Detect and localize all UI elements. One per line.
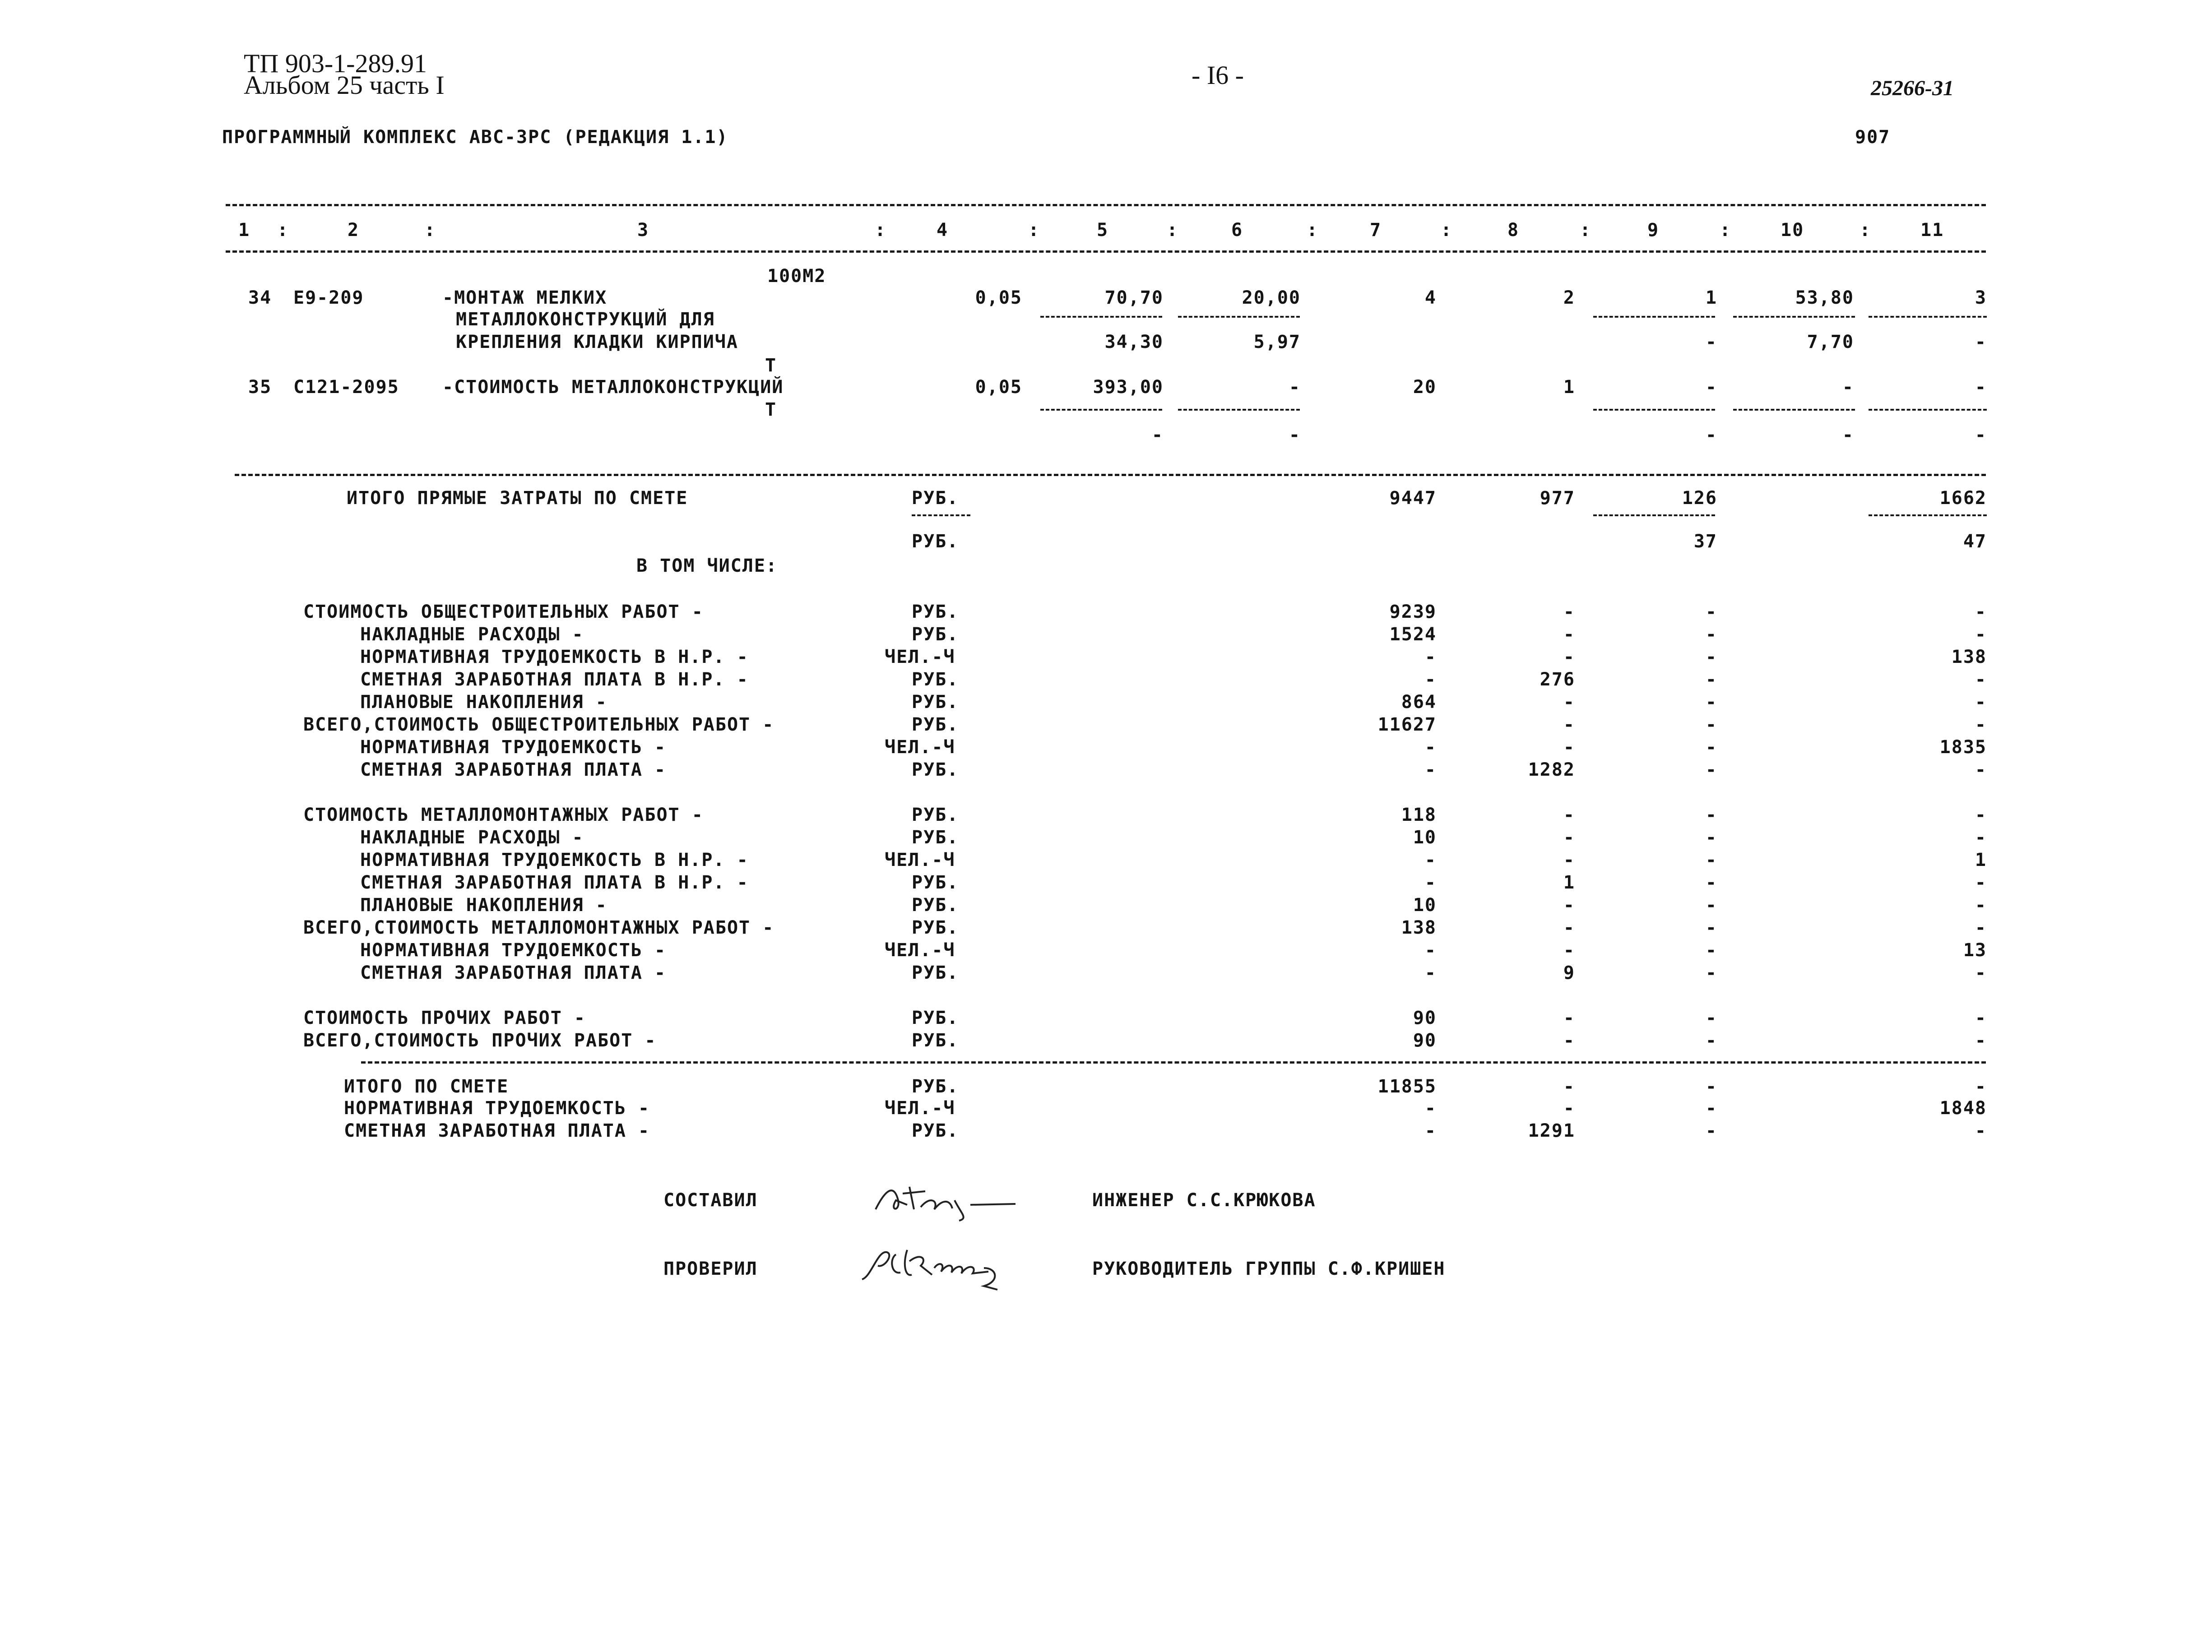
summary-unit: РУБ.: [912, 1008, 959, 1028]
totals-unit: РУБ.: [912, 488, 959, 509]
item-value-c6b: -: [1289, 425, 1301, 445]
summary-value-c11: 13: [1963, 940, 1987, 961]
item-sub-rule: [1040, 409, 1162, 411]
summary-value-c7: 864: [1401, 692, 1437, 713]
summary-value-c8: -: [1563, 1008, 1575, 1028]
grand-total-value-c9: -: [1705, 1098, 1717, 1119]
summary-value-c9: -: [1705, 714, 1717, 735]
doc-code: ТП 903-1-289.91: [244, 49, 427, 78]
column-header: 7: [1370, 220, 1382, 241]
summary-value-c9: -: [1705, 1008, 1717, 1028]
grand-total-value-c7: -: [1424, 1120, 1437, 1141]
column-header: 5: [1097, 220, 1109, 241]
page-number: - I6 -: [1192, 60, 1244, 90]
summary-label: ВСЕГО,СТОИМОСТЬ МЕТАЛЛОМОНТАЖНЫХ РАБОТ -: [303, 917, 774, 938]
summary-unit: РУБ.: [912, 805, 959, 825]
column-separator: :: [277, 220, 289, 241]
summary-value-c7: -: [1424, 940, 1437, 961]
summary-value-c7: 11627: [1377, 714, 1437, 735]
summary-label: ВСЕГО,СТОИМОСТЬ ОБЩЕСТРОИТЕЛЬНЫХ РАБОТ -: [303, 714, 774, 735]
summary-value-c8: -: [1563, 1030, 1575, 1051]
column-separator: :: [1580, 220, 1592, 241]
column-header: 9: [1647, 220, 1660, 241]
grand-total-unit: РУБ.: [912, 1120, 959, 1141]
item-value-c9b: -: [1705, 425, 1717, 445]
summary-value-c8: -: [1563, 602, 1575, 622]
item-sub-rule: [1593, 316, 1715, 318]
totals-value-c11: 1662: [1939, 488, 1987, 509]
item-sub-rule: [1178, 409, 1300, 411]
column-header: 8: [1507, 220, 1520, 241]
summary-value-c11: 1835: [1939, 737, 1987, 758]
grand-total-value-c8: -: [1563, 1098, 1575, 1119]
summary-value-c7: 118: [1401, 805, 1437, 825]
column-header: 3: [637, 220, 649, 241]
column-separator: :: [1307, 220, 1319, 241]
item-value-c10b: -: [1842, 425, 1854, 445]
item-value-c11b: -: [1975, 332, 1987, 352]
grand-total-label: НОРМАТИВНАЯ ТРУДОЕМКОСТЬ -: [344, 1098, 650, 1119]
summary-value-c9: -: [1705, 895, 1717, 916]
summary-label: НОРМАТИВНАЯ ТРУДОЕМКОСТЬ В Н.Р. -: [360, 647, 749, 667]
item-value-c5: 70,70: [1104, 287, 1164, 308]
summary-label: НОРМАТИВНАЯ ТРУДОЕМКОСТЬ -: [360, 940, 667, 961]
summary-value-c11: -: [1975, 624, 1987, 645]
totals-value-c11b: 47: [1963, 531, 1987, 552]
item-value-c8: 1: [1563, 377, 1575, 398]
summary-value-c8: 9: [1563, 963, 1575, 983]
summary-value-c11: -: [1975, 602, 1987, 622]
summary-unit: РУБ.: [912, 1030, 959, 1051]
item-name-line: КРЕПЛЕНИЯ КЛАДКИ КИРПИЧА: [456, 332, 738, 352]
summary-unit: РУБ.: [912, 963, 959, 983]
summary-value-c7: -: [1424, 737, 1437, 758]
summary-value-c8: -: [1563, 647, 1575, 667]
grand-total-value-c11: 1848: [1939, 1098, 1987, 1119]
grand-total-value-c9: -: [1705, 1120, 1717, 1141]
summary-value-c9: -: [1705, 872, 1717, 893]
summary-value-c9: -: [1705, 827, 1717, 848]
item-sub-rule: [1178, 316, 1300, 318]
grand-total-value-c8: -: [1563, 1076, 1575, 1097]
summary-unit: ЧЕЛ.-Ч: [885, 940, 955, 961]
summary-value-c7: 10: [1413, 827, 1437, 848]
summary-value-c11: -: [1975, 692, 1987, 713]
item-unit: 100М2: [767, 266, 826, 287]
summary-value-c11: -: [1975, 917, 1987, 938]
summary-label: СМЕТНАЯ ЗАРАБОТНАЯ ПЛАТА В Н.Р. -: [360, 872, 749, 893]
totals-sub-rule: [1593, 514, 1715, 516]
summary-unit: РУБ.: [912, 624, 959, 645]
summary-value-c9: -: [1705, 669, 1717, 690]
grand-total-value-c11: -: [1975, 1076, 1987, 1097]
item-name-line: -СТОИМОСТЬ МЕТАЛЛОКОНСТРУКЦИЙ: [442, 377, 784, 398]
summary-value-c11: -: [1975, 759, 1987, 780]
summary-value-c11: -: [1975, 669, 1987, 690]
item-value-c6b: 5,97: [1253, 332, 1301, 352]
item-unit: Т: [765, 355, 777, 376]
summary-label: СМЕТНАЯ ЗАРАБОТНАЯ ПЛАТА -: [360, 963, 667, 983]
summary-value-c8: -: [1563, 917, 1575, 938]
signature-compiled-icon: [871, 1173, 1020, 1223]
totals-value-c9: 126: [1682, 488, 1717, 509]
item-value-c11: 3: [1975, 287, 1987, 308]
summary-label: СТОИМОСТЬ ПРОЧИХ РАБОТ -: [303, 1008, 586, 1028]
column-separator: :: [424, 220, 436, 241]
totals-sub-rule: [912, 514, 970, 516]
summary-value-c9: -: [1705, 963, 1717, 983]
totals-value-c7: 9447: [1389, 488, 1437, 509]
item-value-c6: 20,00: [1242, 287, 1301, 308]
item-value-c8: 2: [1563, 287, 1575, 308]
summary-unit: РУБ.: [912, 917, 959, 938]
item-value-c10: 53,80: [1795, 287, 1854, 308]
summary-label: СМЕТНАЯ ЗАРАБОТНАЯ ПЛАТА В Н.Р. -: [360, 669, 749, 690]
summary-unit: ЧЕЛ.-Ч: [885, 737, 955, 758]
summary-value-c7: 90: [1413, 1030, 1437, 1051]
summary-value-c7: -: [1424, 669, 1437, 690]
summary-value-c7: -: [1424, 963, 1437, 983]
grand-total-value-c11: -: [1975, 1120, 1987, 1141]
summary-value-c9: -: [1705, 917, 1717, 938]
totals-value-c9b: 37: [1693, 531, 1717, 552]
column-header: 1: [238, 220, 250, 241]
summary-value-c9: -: [1705, 759, 1717, 780]
column-header: 2: [348, 220, 360, 241]
summary-value-c7: 90: [1413, 1008, 1437, 1028]
item-value-c9b: -: [1705, 332, 1717, 352]
item-sub-rule: [1040, 316, 1162, 318]
summary-label: ПЛАНОВЫЕ НАКОПЛЕНИЯ -: [360, 895, 607, 916]
column-header: 4: [937, 220, 949, 241]
item-value-c5b: -: [1151, 425, 1164, 445]
summary-value-c8: -: [1563, 624, 1575, 645]
summary-label: ПЛАНОВЫЕ НАКОПЛЕНИЯ -: [360, 692, 607, 713]
item-code: Е9-209: [293, 287, 364, 308]
summary-value-c8: -: [1563, 714, 1575, 735]
item-value-c10b: 7,70: [1807, 332, 1854, 352]
summary-value-c8: -: [1563, 827, 1575, 848]
item-value-c4: 0,05: [975, 377, 1022, 398]
summary-value-c7: 10: [1413, 895, 1437, 916]
summary-value-c8: -: [1563, 940, 1575, 961]
summary-unit: ЧЕЛ.-Ч: [885, 647, 955, 667]
checked-by-role: ПРОВЕРИЛ: [663, 1259, 758, 1279]
totals-value-c8: 977: [1540, 488, 1575, 509]
summary-label: СТОИМОСТЬ ОБЩЕСТРОИТЕЛЬНЫХ РАБОТ -: [303, 602, 704, 622]
summary-value-c8: 1: [1563, 872, 1575, 893]
column-header: 10: [1781, 220, 1804, 241]
column-separator: :: [1860, 220, 1872, 241]
summary-value-c11: 1: [1975, 850, 1987, 870]
table-header-rule: [226, 250, 1986, 253]
column-separator: :: [1167, 220, 1179, 241]
summary-unit: РУБ.: [912, 692, 959, 713]
summary-value-c9: -: [1705, 1030, 1717, 1051]
summary-label: СТОИМОСТЬ МЕТАЛЛОМОНТАЖНЫХ РАБОТ -: [303, 805, 704, 825]
item-value-c11: -: [1975, 377, 1987, 398]
summary-value-c8: -: [1563, 805, 1575, 825]
item-sub-rule: [1733, 409, 1855, 411]
item-name-line: -МОНТАЖ МЕЛКИХ: [442, 287, 607, 308]
item-sub-rule: [1869, 409, 1987, 411]
compiled-by-role: СОСТАВИЛ: [663, 1190, 758, 1211]
summary-value-c8: -: [1563, 850, 1575, 870]
summary-value-c11: -: [1975, 827, 1987, 848]
summary-value-c9: -: [1705, 850, 1717, 870]
item-code: С121-2095: [293, 377, 399, 398]
column-separator: :: [875, 220, 887, 241]
compiled-by-name: ИНЖЕНЕР С.С.КРЮКОВА: [1092, 1190, 1316, 1211]
summary-value-c8: -: [1563, 692, 1575, 713]
totals-unit: РУБ.: [912, 531, 959, 552]
summary-value-c8: 1282: [1528, 759, 1575, 780]
summary-unit: РУБ.: [912, 759, 959, 780]
summary-value-c7: 1524: [1389, 624, 1437, 645]
column-header: 6: [1231, 220, 1243, 241]
items-end-rule: [235, 474, 1986, 476]
summary-value-c8: -: [1563, 737, 1575, 758]
item-value-c7: 20: [1413, 377, 1437, 398]
column-header: 11: [1920, 220, 1944, 241]
column-separator: :: [1028, 220, 1040, 241]
summary-value-c11: -: [1975, 872, 1987, 893]
summary-value-c11: -: [1975, 963, 1987, 983]
summary-label: НАКЛАДНЫЕ РАСХОДЫ -: [360, 827, 584, 848]
item-value-c9: 1: [1705, 287, 1717, 308]
grand-total-unit: ЧЕЛ.-Ч: [885, 1098, 955, 1119]
summary-value-c11: -: [1975, 805, 1987, 825]
item-sub-rule: [1733, 316, 1855, 318]
summary-value-c7: 138: [1401, 917, 1437, 938]
summary-value-c9: -: [1705, 737, 1717, 758]
summary-label: НОРМАТИВНАЯ ТРУДОЕМКОСТЬ В Н.Р. -: [360, 850, 749, 870]
table-top-rule: [226, 204, 1986, 206]
summary-value-c8: -: [1563, 895, 1575, 916]
column-separator: :: [1720, 220, 1732, 241]
item-number: 34: [248, 287, 272, 308]
summary-label: ВСЕГО,СТОИМОСТЬ ПРОЧИХ РАБОТ -: [303, 1030, 657, 1051]
summary-value-c11: -: [1975, 1008, 1987, 1028]
summary-value-c8: 276: [1540, 669, 1575, 690]
signature-checked-icon: [853, 1236, 1043, 1295]
summary-value-c9: -: [1705, 692, 1717, 713]
summary-value-c11: -: [1975, 895, 1987, 916]
item-value-c4: 0,05: [975, 287, 1022, 308]
album-label: Альбом 25 часть I: [244, 70, 445, 100]
summary-value-c11: -: [1975, 1030, 1987, 1051]
item-value-c9: -: [1705, 377, 1717, 398]
sheet-code: 907: [1855, 127, 1891, 148]
summary-unit: РУБ.: [912, 872, 959, 893]
summary-value-c7: -: [1424, 850, 1437, 870]
grand-total-value-c8: 1291: [1528, 1120, 1575, 1141]
item-sub-rule: [1869, 316, 1987, 318]
summary-unit: РУБ.: [912, 714, 959, 735]
summary-unit: РУБ.: [912, 602, 959, 622]
item-number: 35: [248, 377, 272, 398]
summary-value-c7: -: [1424, 759, 1437, 780]
program-title: ПРОГРАММНЫЙ КОМПЛЕКС АВС-3РС (РЕДАКЦИЯ 1.1): [222, 127, 728, 148]
summary-value-c7: 9239: [1389, 602, 1437, 622]
summary-unit: ЧЕЛ.-Ч: [885, 850, 955, 870]
including-label: В ТОМ ЧИСЛЕ:: [636, 555, 778, 576]
item-value-c7: 4: [1424, 287, 1437, 308]
item-value-c5b: 34,30: [1104, 332, 1164, 352]
summary-value-c11: 138: [1951, 647, 1987, 667]
grand-total-label: СМЕТНАЯ ЗАРАБОТНАЯ ПЛАТА -: [344, 1120, 650, 1141]
grand-total-value-c7: 11855: [1377, 1076, 1437, 1097]
summary-value-c7: -: [1424, 872, 1437, 893]
summary-value-c9: -: [1705, 624, 1717, 645]
item-value-c5: 393,00: [1093, 377, 1164, 398]
item-name-line: МЕТАЛЛОКОНСТРУКЦИЙ ДЛЯ: [456, 309, 715, 330]
summary-value-c9: -: [1705, 805, 1717, 825]
checked-by-name: РУКОВОДИТЕЛЬ ГРУППЫ С.Ф.КРИШЕН: [1092, 1259, 1446, 1279]
item-value-c11b: -: [1975, 425, 1987, 445]
summary-unit: РУБ.: [912, 895, 959, 916]
item-unit: Т: [765, 399, 777, 420]
totals-label: ИТОГО ПРЯМЫЕ ЗАТРАТЫ ПО СМЕТЕ: [347, 488, 688, 509]
grand-total-value-c7: -: [1424, 1098, 1437, 1119]
item-sub-rule: [1593, 409, 1715, 411]
summary-unit: РУБ.: [912, 827, 959, 848]
summary-unit: РУБ.: [912, 669, 959, 690]
grand-total-unit: РУБ.: [912, 1076, 959, 1097]
summary-value-c9: -: [1705, 647, 1717, 667]
totals-sub-rule: [1869, 514, 1987, 516]
summary-value-c9: -: [1705, 602, 1717, 622]
column-separator: :: [1441, 220, 1453, 241]
summary-label: НОРМАТИВНАЯ ТРУДОЕМКОСТЬ -: [360, 737, 667, 758]
summary-value-c11: -: [1975, 714, 1987, 735]
grand-total-label: ИТОГО ПО СМЕТЕ: [344, 1076, 509, 1097]
item-value-c6: -: [1289, 377, 1301, 398]
summary-value-c7: -: [1424, 647, 1437, 667]
summary-end-rule: [361, 1061, 1986, 1064]
grand-total-value-c9: -: [1705, 1076, 1717, 1097]
summary-value-c9: -: [1705, 940, 1717, 961]
summary-label: НАКЛАДНЫЕ РАСХОДЫ -: [360, 624, 584, 645]
summary-label: СМЕТНАЯ ЗАРАБОТНАЯ ПЛАТА -: [360, 759, 667, 780]
stamp-number: 25266-31: [1871, 76, 1954, 100]
item-value-c10: -: [1842, 377, 1854, 398]
